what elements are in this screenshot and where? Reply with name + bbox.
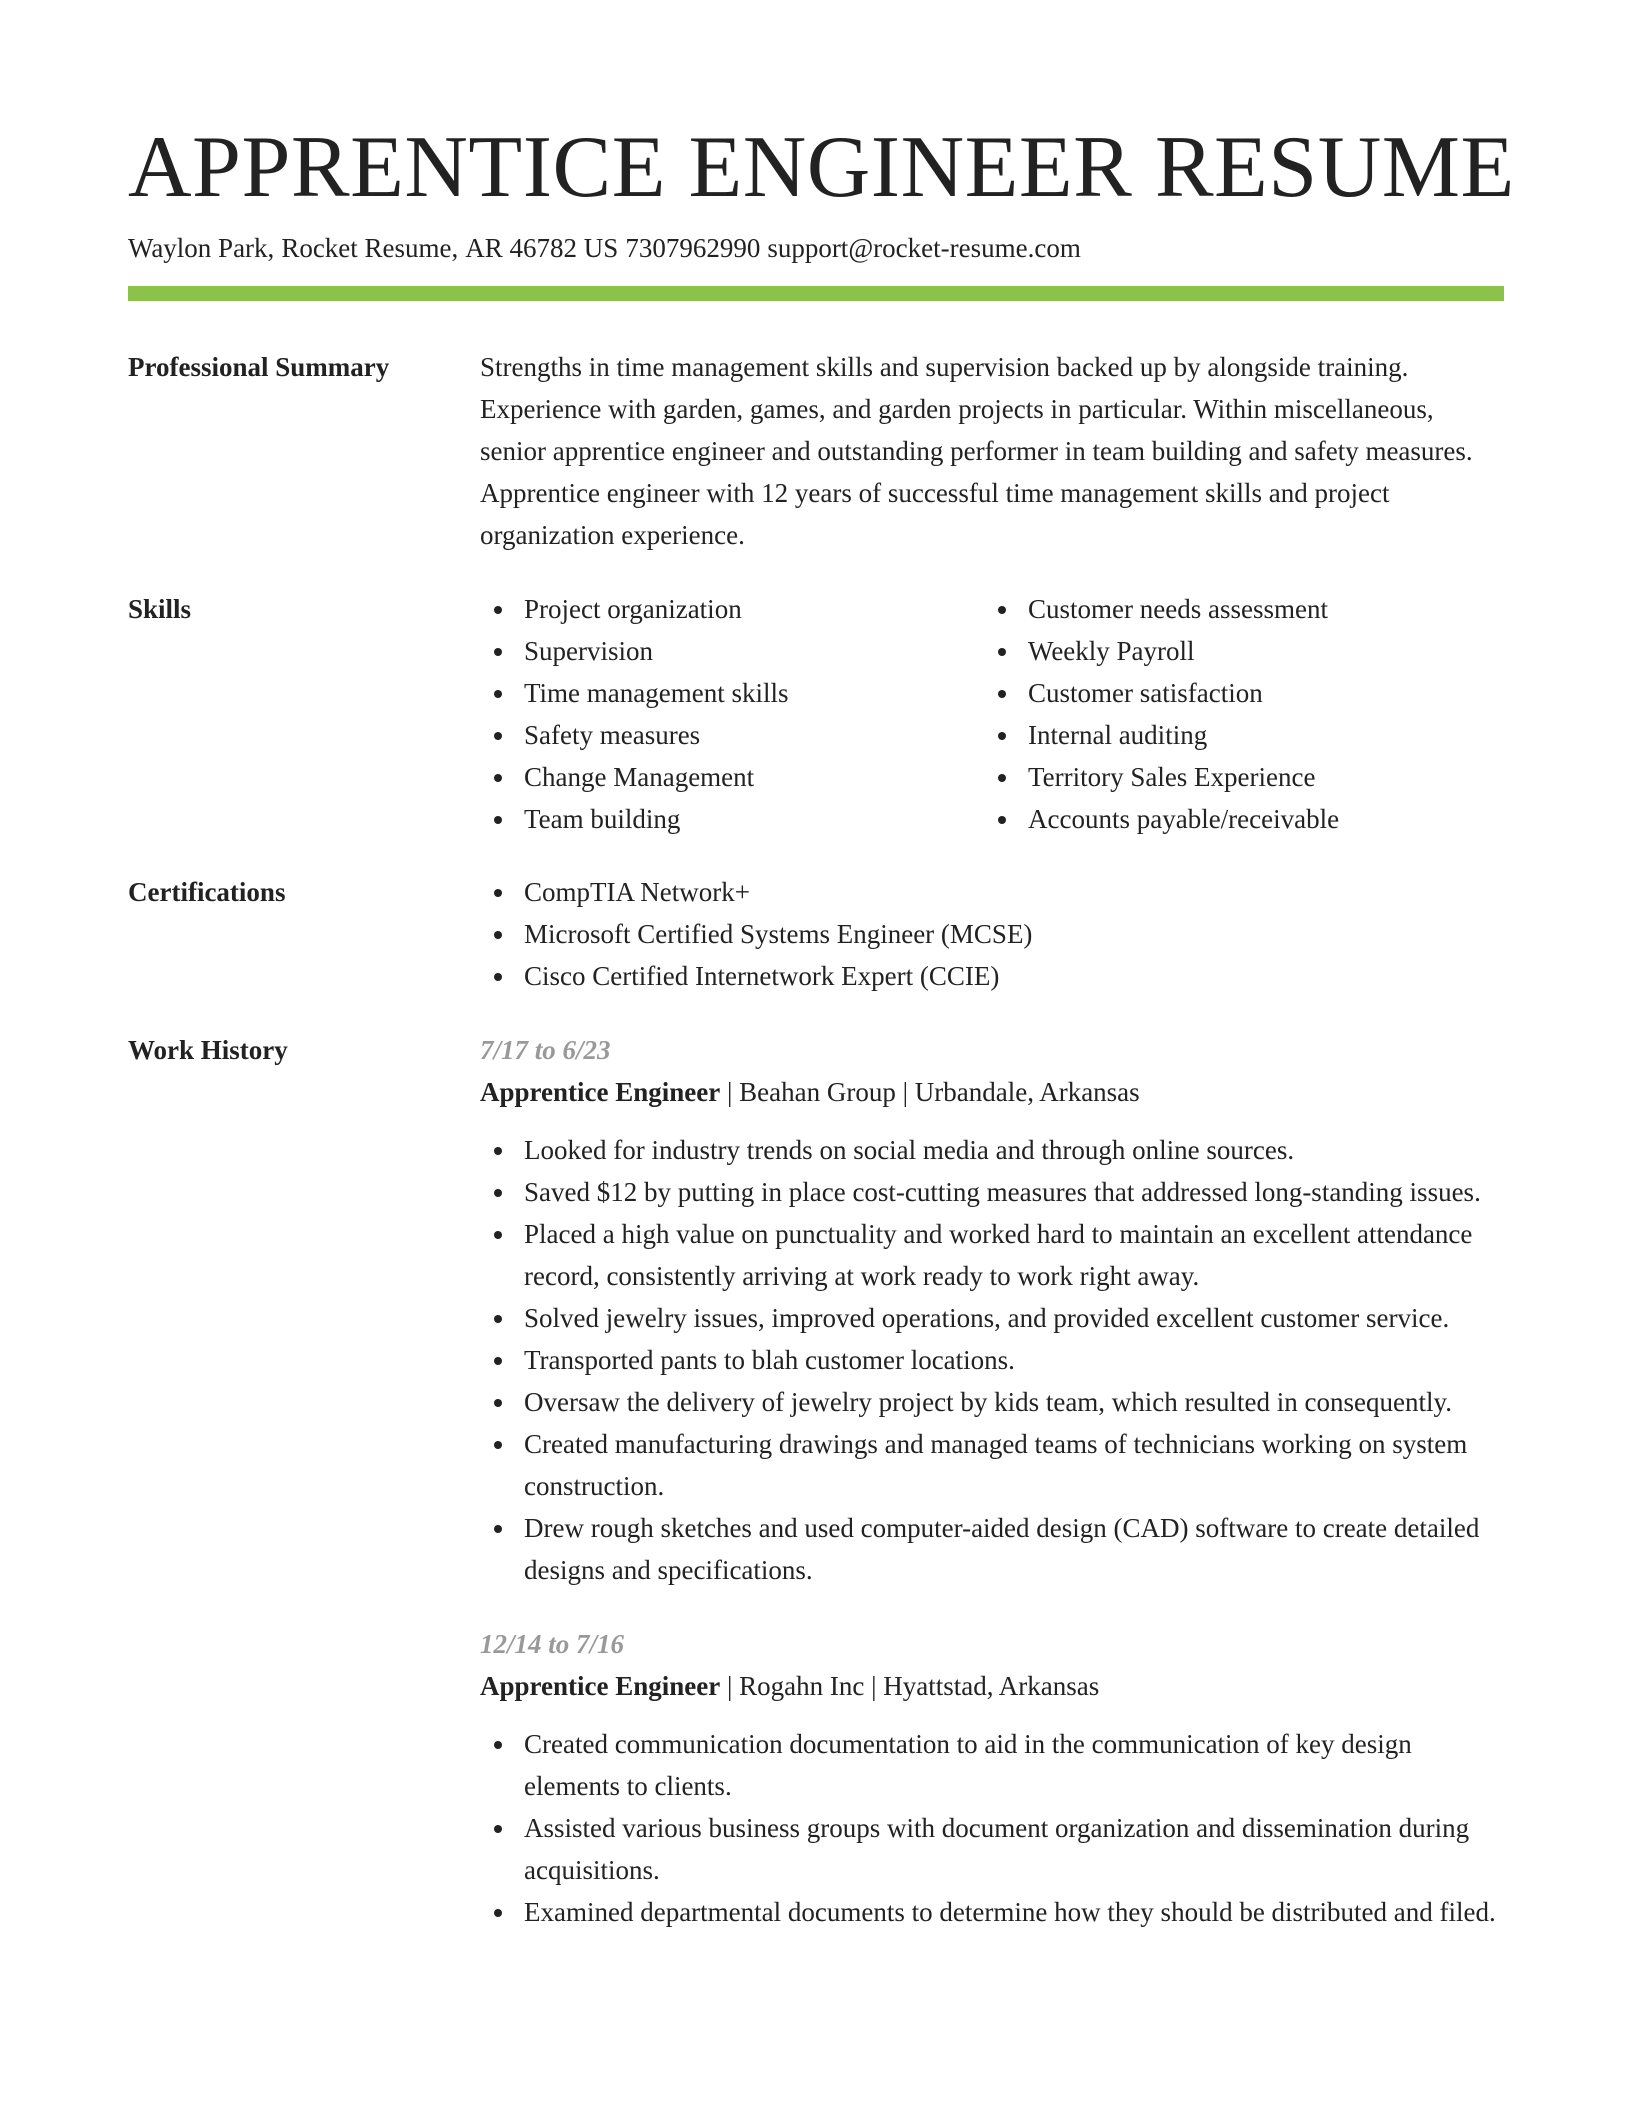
job-dates: 12/14 to 7/16 <box>480 1629 625 1659</box>
job-company-location: | Beahan Group | Urbandale, Arkansas <box>720 1077 1140 1107</box>
job-duty-item: Placed a high value on punctuality and worked hard to maintain an excellent attendance record, consistently arriving at work ready to work right away. <box>480 1213 1504 1297</box>
skills-body <box>480 588 1504 840</box>
work-history-heading: Work History <box>128 1035 288 1065</box>
skill-item: Supervision <box>480 630 984 672</box>
job-duty-item: Examined departmental documents to determine how they should be distributed and filed. <box>480 1891 1504 1933</box>
job-entry <box>480 1623 1504 1933</box>
skill-item: Safety measures <box>480 714 984 756</box>
job-role: Apprentice Engineer <box>480 1671 721 1701</box>
contact-city: Rocket Resume, <box>281 233 459 263</box>
job-duty-item: Saved $12 by putting in place cost-cutting measures that addressed long-standing issues. <box>480 1171 1504 1213</box>
skill-item: Customer needs assessment <box>984 588 1504 630</box>
summary-text: Strengths in time management skills and supervision backed up by alongside training. Experience with garden, games, and garden projects in particular. Within miscellaneous, senior apprentice engineer and outstanding performer in team building and safety measures. Apprentice engineer with 12 years of successful time management skills and project organization experience. <box>480 352 1473 550</box>
skill-item: Project organization <box>480 588 984 630</box>
certification-item: Cisco Certified Internetwork Expert (CCIE) <box>480 955 1504 997</box>
skill-item: Weekly Payroll <box>984 630 1504 672</box>
skill-item: Time management skills <box>480 672 984 714</box>
skill-item: Team building <box>480 798 984 840</box>
contact-name: Waylon Park, <box>128 233 275 263</box>
job-duty-item: Drew rough sketches and used computer-aided design (CAD) software to create detailed designs and specifications. <box>480 1507 1504 1591</box>
contact-state-zip-country: AR 46782 US <box>465 233 619 263</box>
summary-heading: Professional Summary <box>128 352 390 382</box>
skills-list-right <box>984 588 1504 840</box>
skill-item: Internal auditing <box>984 714 1504 756</box>
certifications-list <box>480 871 1504 997</box>
certification-item: CompTIA Network+ <box>480 871 1504 913</box>
job-title-line <box>480 1071 1504 1113</box>
job-duty-item: Oversaw the delivery of jewelry project by kids team, which resulted in consequently. <box>480 1381 1504 1423</box>
skill-item: Customer satisfaction <box>984 672 1504 714</box>
skills-heading: Skills <box>128 594 192 624</box>
skill-item: Territory Sales Experience <box>984 756 1504 798</box>
contact-line <box>128 230 1081 266</box>
certifications-body <box>480 871 1504 997</box>
resume-title: APPRENTICE ENGINEER RESUME <box>128 119 1515 216</box>
summary-body <box>480 346 1504 556</box>
job-duty-item: Solved jewelry issues, improved operations, and provided excellent customer service. <box>480 1297 1504 1339</box>
job-duty-item: Transported pants to blah customer locations. <box>480 1339 1504 1381</box>
job-title-line <box>480 1665 1504 1707</box>
skill-item: Change Management <box>480 756 984 798</box>
job-duty-item: Assisted various business groups with document organization and dissemination during acquisitions. <box>480 1807 1504 1891</box>
accent-divider <box>128 286 1504 301</box>
contact-email: support@rocket-resume.com <box>767 233 1081 263</box>
job-duty-item: Created communication documentation to aid in the communication of key design elements to clients. <box>480 1723 1504 1807</box>
job-company-location: | Rogahn Inc | Hyattstad, Arkansas <box>720 1671 1100 1701</box>
certification-item: Microsoft Certified Systems Engineer (MCSE) <box>480 913 1504 955</box>
job-role: Apprentice Engineer <box>480 1077 721 1107</box>
certifications-heading: Certifications <box>128 877 286 907</box>
job-duties-list <box>480 1129 1504 1591</box>
job-entry <box>480 1029 1504 1591</box>
contact-phone: 7307962990 <box>625 233 761 263</box>
job-dates: 7/17 to 6/23 <box>480 1035 611 1065</box>
job-duties-list <box>480 1723 1504 1933</box>
skills-list-left <box>480 588 984 840</box>
skill-item: Accounts payable/receivable <box>984 798 1504 840</box>
job-duty-item: Looked for industry trends on social media and through online sources. <box>480 1129 1504 1171</box>
work-history-body <box>480 1029 1504 1933</box>
job-duty-item: Created manufacturing drawings and managed teams of technicians working on system construction. <box>480 1423 1504 1507</box>
